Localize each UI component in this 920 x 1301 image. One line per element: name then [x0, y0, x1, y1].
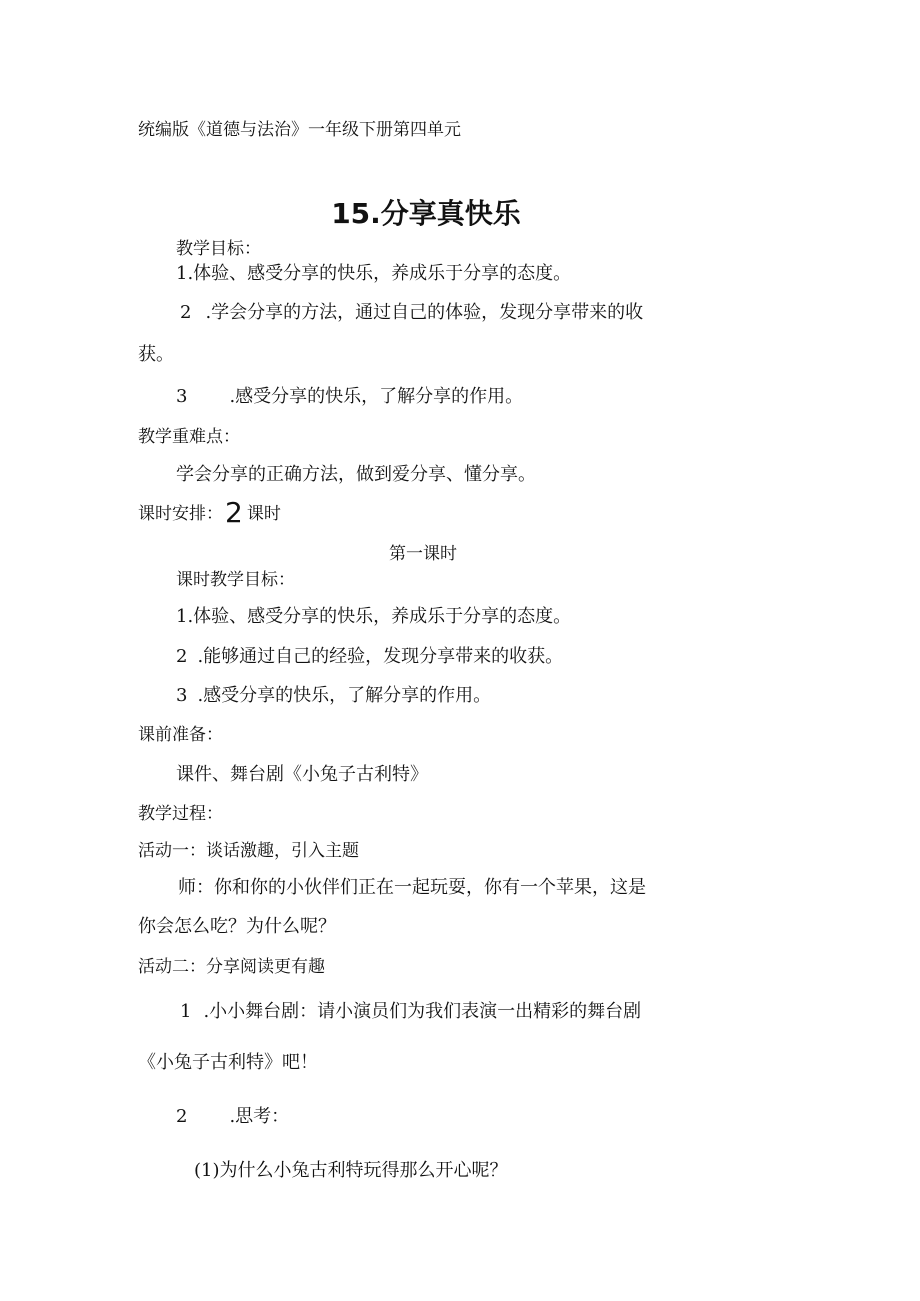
goal-item-3-text: .感受分享的快乐，了解分享的作用。: [229, 386, 524, 407]
schedule-unit: 课时: [246, 504, 281, 524]
lesson1-goal-3-number: 3: [176, 685, 188, 706]
goal-item-3: [176, 385, 523, 409]
prep-heading: 课前准备：: [138, 725, 223, 745]
goal-item-2-text: .学会分享的方法，通过自己的体验，发现分享带来的收: [205, 302, 644, 323]
goal-item-2: [180, 301, 643, 325]
lesson1-goals-heading: 课时教学目标：: [176, 570, 295, 590]
activity2-item2-number: 2: [176, 1106, 188, 1127]
activity2-title: 活动二：分享阅读更有趣: [138, 957, 325, 977]
goal-item-2-continued: 获。: [138, 344, 174, 365]
unit-header: 统编版《道德与法治》一年级下册第四单元: [138, 120, 461, 140]
key-points-text: 学会分享的正确方法，做到爱分享、懂分享。: [176, 464, 536, 485]
key-points-heading: 教学重难点：: [138, 427, 240, 447]
lesson1-goal-2-text: .能够通过自己的经验，发现分享带来的收获。: [197, 646, 564, 667]
activity2-item1-text: .小小舞台剧：请小演员们为我们表演一出精彩的舞台剧: [203, 1001, 642, 1022]
lesson1-goal-3-text: .感受分享的快乐，了解分享的作用。: [197, 685, 492, 706]
lesson-title: 15.分享真快乐: [331, 197, 521, 230]
schedule-label: 课时安排：: [138, 504, 223, 524]
lesson1-goal-1: 1.体验、感受分享的快乐，养成乐于分享的态度。: [176, 606, 572, 627]
activity2-item1-number: 1: [180, 1001, 192, 1022]
lesson1-goal-3: [176, 684, 491, 708]
goals-heading: 教学目标：: [176, 239, 261, 259]
goal-item-3-number: 3: [176, 386, 188, 407]
process-heading: 教学过程：: [138, 804, 223, 824]
activity2-question-1: (1)为什么小兔古利特玩得那么开心呢？: [194, 1160, 508, 1181]
prep-text: 课件、舞台剧《小兔子古利特》: [176, 764, 428, 785]
goal-item-2-number: 2: [180, 302, 192, 323]
lesson1-goal-2: [176, 645, 563, 669]
activity1-line2: 你会怎么吃？为什么呢？: [138, 916, 336, 937]
activity2-item2: [176, 1105, 289, 1129]
schedule-line: [138, 496, 281, 529]
activity1-title: 活动一：谈话激趣，引入主题: [138, 841, 359, 861]
lesson1-heading: 第一课时: [389, 544, 457, 564]
goal-item-1: 1.体验、感受分享的快乐，养成乐于分享的态度。: [176, 263, 572, 284]
activity2-item1: [180, 1000, 641, 1024]
activity2-item1-continued: 《小兔子古利特》吧！: [138, 1052, 318, 1073]
activity2-item2-text: .思考：: [229, 1106, 290, 1127]
activity1-line1: 师：你和你的小伙伴们正在一起玩耍，你有一个苹果，这是: [178, 877, 646, 898]
schedule-count: 2: [225, 496, 243, 529]
lesson1-goal-2-number: 2: [176, 646, 188, 667]
